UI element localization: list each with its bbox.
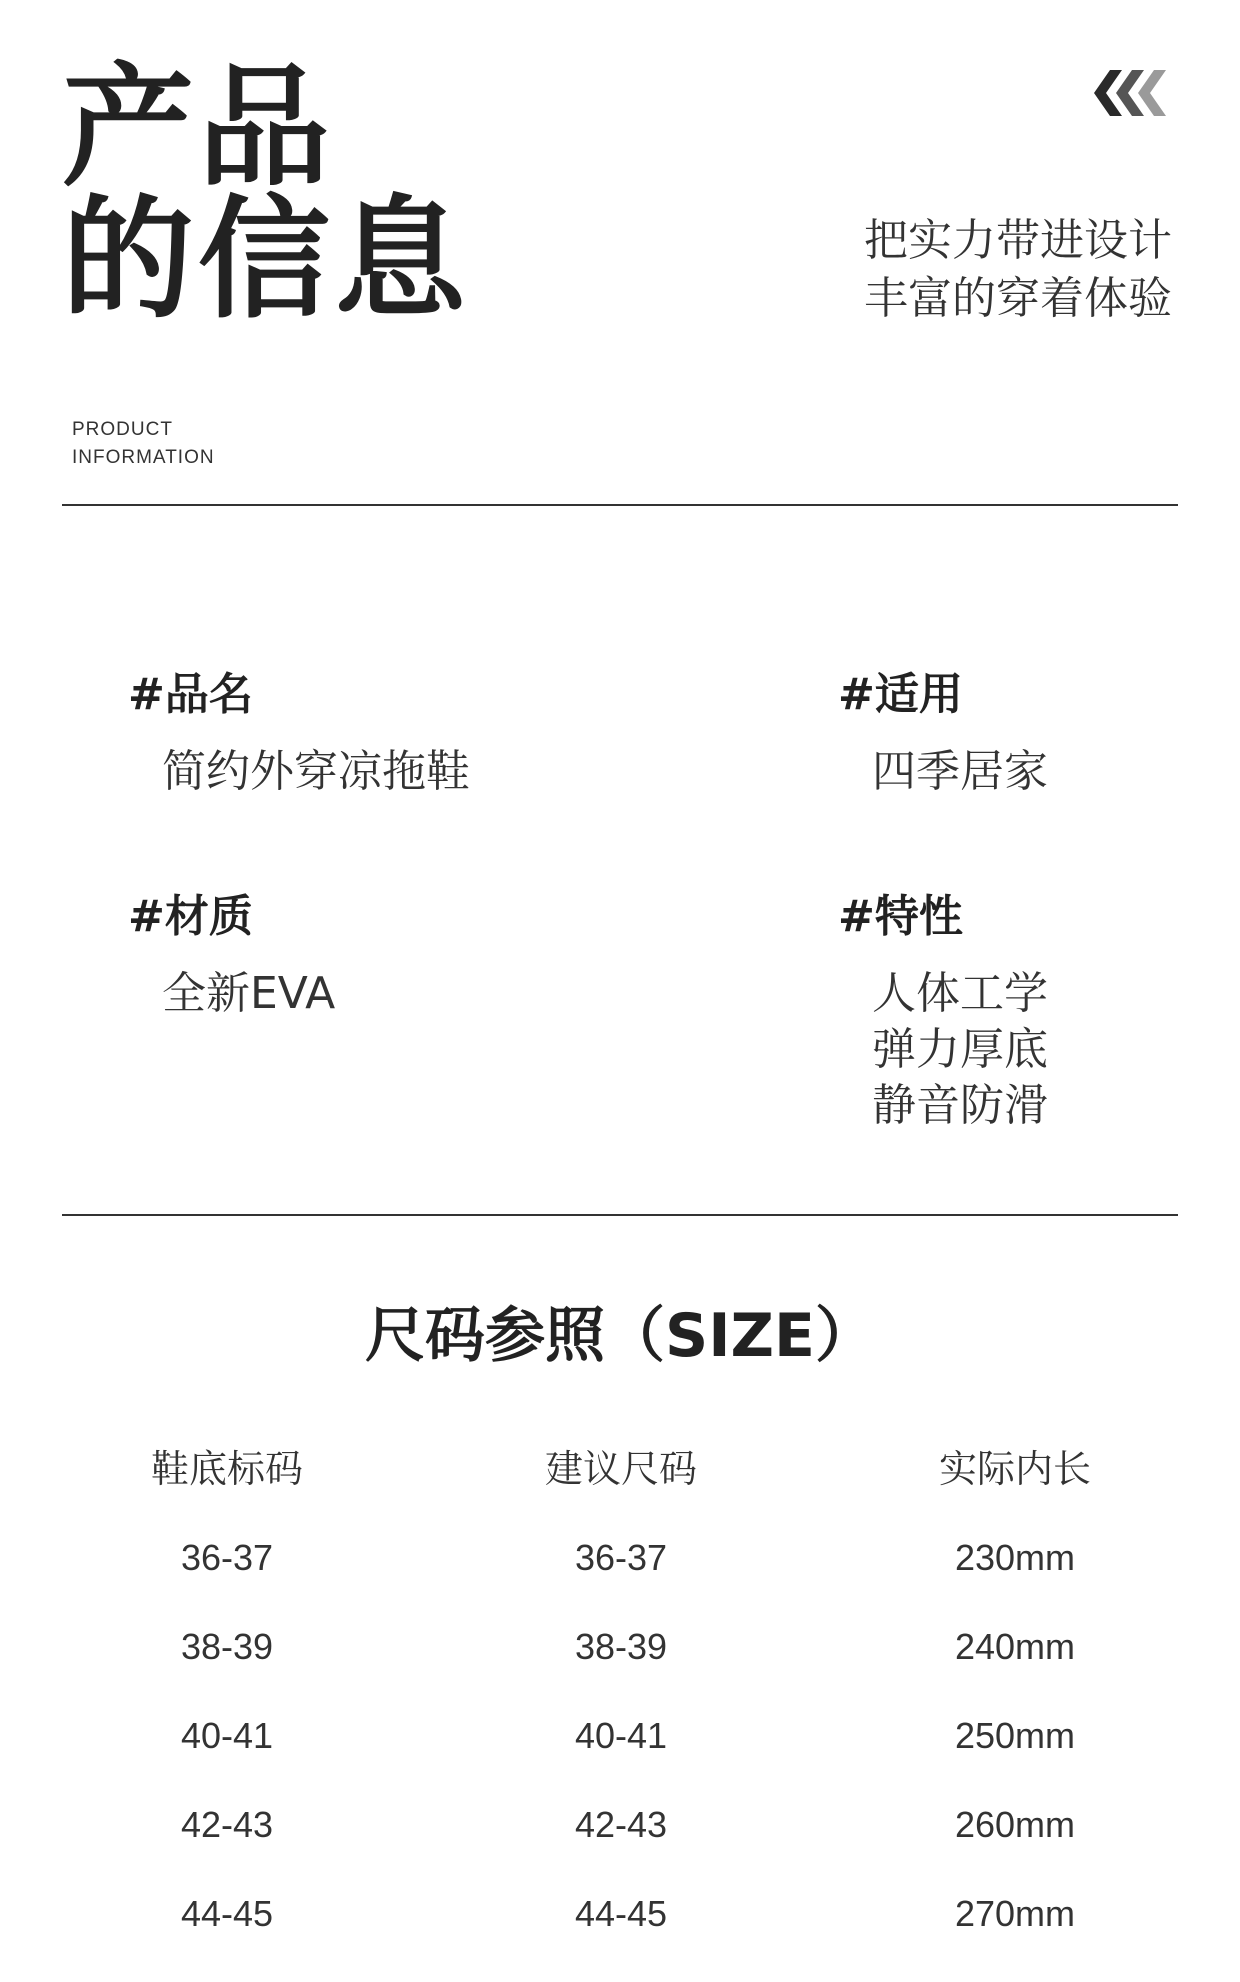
table-cell: 42-43: [574, 1804, 668, 1845]
table-cell: 260mm: [954, 1804, 1076, 1845]
table-cell: 270mm: [954, 1893, 1076, 1934]
english-subtitle-line-1: PRODUCT: [72, 419, 173, 440]
info-material: [128, 890, 335, 1022]
divider-middle: [62, 1214, 1178, 1216]
info-product-name: [128, 668, 470, 800]
info-value: 简约外穿凉拖鞋: [162, 746, 470, 797]
triple-chevron-left-icon: [1092, 70, 1172, 116]
size-table: [0, 1438, 1240, 1982]
table-row: [0, 1626, 1240, 1715]
table-cell: 42-43: [180, 1804, 274, 1845]
table-cell: 38-39: [180, 1626, 274, 1667]
english-subtitle-line-2: INFORMATION: [72, 447, 215, 468]
english-subtitle: [72, 416, 215, 472]
info-value: 四季居家: [872, 746, 1048, 797]
title-line-2: 的信息: [62, 183, 470, 337]
table-cell: 250mm: [954, 1715, 1076, 1756]
column-header: 建议尺码: [544, 1447, 697, 1491]
column-header: 实际内长: [938, 1447, 1091, 1491]
table-cell: 230mm: [954, 1537, 1076, 1578]
divider-top: [62, 504, 1178, 506]
table-row: [0, 1893, 1240, 1982]
table-header-row: [0, 1438, 1240, 1537]
table-cell: 240mm: [954, 1626, 1076, 1667]
info-label: #品名: [128, 669, 253, 720]
slogan: [864, 212, 1172, 328]
table-row: [0, 1715, 1240, 1804]
slogan-line-2: 丰富的穿着体验: [864, 273, 1172, 324]
table-row: [0, 1537, 1240, 1626]
feature-item: 人体工学: [872, 968, 1048, 1019]
info-label: #材质: [128, 891, 253, 942]
column-header: 鞋底标码: [150, 1447, 303, 1491]
table-row: [0, 1804, 1240, 1893]
size-chart-title: 尺码参照（SIZE）: [364, 1301, 876, 1371]
feature-item: 静音防滑: [872, 1080, 1048, 1131]
table-cell: 40-41: [180, 1715, 274, 1756]
feature-item: 弹力厚底: [872, 1024, 1048, 1075]
table-cell: 36-37: [574, 1537, 668, 1578]
table-cell: 44-45: [180, 1893, 274, 1934]
table-cell: 40-41: [574, 1715, 668, 1756]
info-label: #特性: [838, 891, 963, 942]
table-cell: 44-45: [574, 1893, 668, 1934]
info-label: #适用: [838, 669, 963, 720]
info-value: 全新EVA: [162, 968, 336, 1019]
info-usage: [838, 668, 1048, 800]
table-cell: 36-37: [180, 1537, 274, 1578]
table-cell: 38-39: [574, 1626, 668, 1667]
page-title: [62, 51, 470, 337]
title-line-1: 产品: [62, 51, 334, 205]
slogan-line-1: 把实力带进设计: [864, 215, 1172, 266]
info-features: [838, 890, 1048, 1134]
